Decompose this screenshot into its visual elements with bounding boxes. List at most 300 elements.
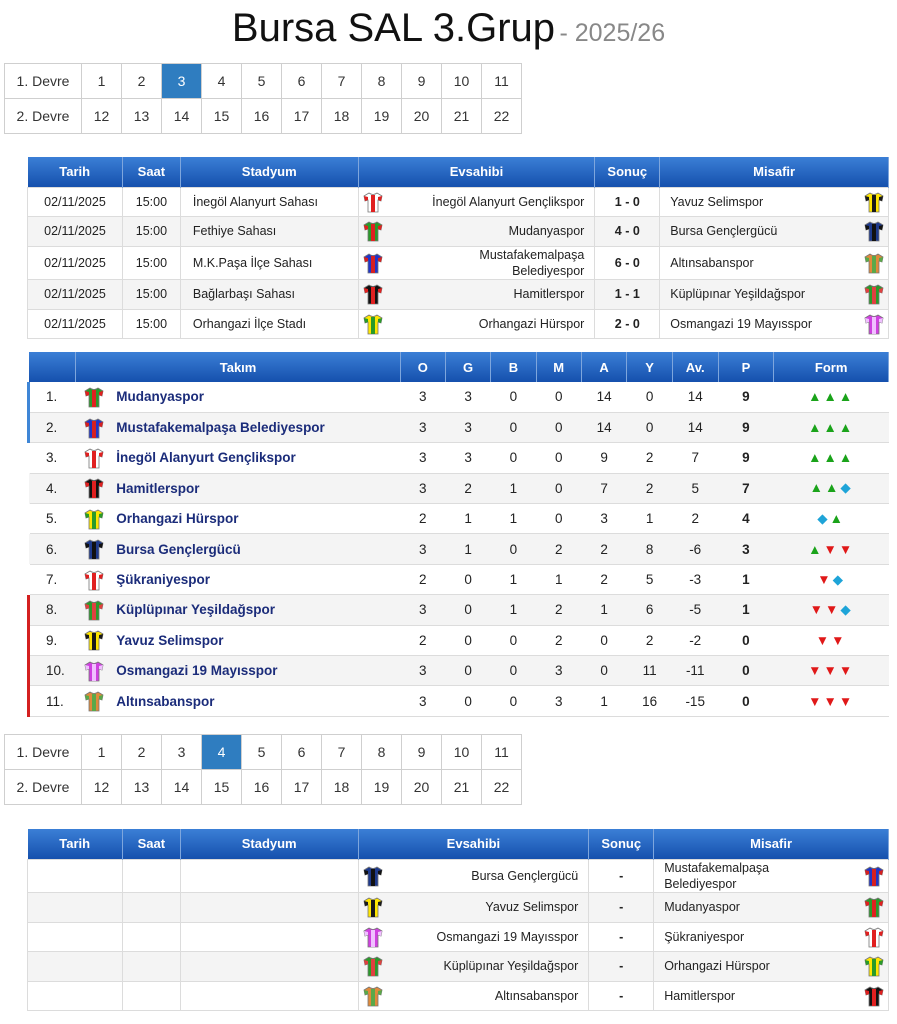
stat-points: 9 xyxy=(718,412,774,442)
stat-points: 9 xyxy=(718,382,774,412)
stat-drawn: 1 xyxy=(491,504,536,534)
team-name[interactable]: Osmangazi 19 Mayısspor xyxy=(112,656,400,686)
away-team-cell xyxy=(654,922,889,952)
away-team-cell xyxy=(654,859,889,893)
round-9-button[interactable]: 9 xyxy=(402,735,442,770)
col-drawn: B xyxy=(491,352,536,382)
stat-won: 0 xyxy=(445,564,490,594)
col-played: O xyxy=(400,352,445,382)
round-6-button[interactable]: 6 xyxy=(282,735,322,770)
team-rank: 6. xyxy=(29,534,76,564)
home-team-cell xyxy=(358,859,589,893)
away-team-cell xyxy=(654,893,889,923)
standings-row xyxy=(29,534,889,564)
round-14-button[interactable]: 14 xyxy=(162,770,202,805)
home-team-name[interactable]: Bursa Gençlergücü xyxy=(471,868,579,883)
team-name[interactable]: Mudanyaspor xyxy=(112,382,400,412)
loss-arrow-icon: ▼ xyxy=(808,693,824,709)
team-kit xyxy=(76,412,112,442)
jersey-icon xyxy=(863,955,885,977)
win-arrow-icon: ▲ xyxy=(808,389,824,405)
team-rank: 5. xyxy=(29,504,76,534)
jersey-icon xyxy=(863,896,885,918)
stat-goals-for: 2 xyxy=(581,534,626,564)
standings-row xyxy=(29,473,889,503)
match-score[interactable]: - xyxy=(589,952,654,982)
stat-points: 4 xyxy=(718,504,774,534)
match-score[interactable]: - xyxy=(589,859,654,893)
col-points: P xyxy=(718,352,774,382)
stat-won: 0 xyxy=(445,656,490,686)
match-stadium[interactable] xyxy=(180,952,358,982)
stat-lost: 3 xyxy=(536,686,581,716)
team-rank: 9. xyxy=(29,625,76,655)
home-team-name[interactable]: Hamitlerspor xyxy=(513,287,585,302)
round-2-button[interactable]: 2 xyxy=(122,735,162,770)
fixtures-table-round3 xyxy=(27,157,889,339)
team-kit xyxy=(76,656,112,686)
stat-goal-diff: 14 xyxy=(672,412,718,442)
team-rank: 1. xyxy=(29,382,76,412)
home-team-name[interactable]: Orhangazi Hürspor xyxy=(478,316,585,331)
team-name[interactable]: Hamitlerspor xyxy=(112,473,400,503)
match-score[interactable]: 1 - 0 xyxy=(595,187,660,217)
match-row xyxy=(28,217,889,247)
round-9-button[interactable]: 9 xyxy=(402,64,442,99)
col-time: Saat xyxy=(122,829,180,859)
team-form xyxy=(774,564,889,594)
match-row xyxy=(28,893,889,923)
stat-won: 3 xyxy=(445,412,490,442)
jersey-icon xyxy=(362,191,384,213)
home-team-name[interactable]: Mudanyaspor xyxy=(508,224,585,239)
loss-arrow-icon: ▼ xyxy=(808,663,824,679)
stat-goals-for: 2 xyxy=(581,564,626,594)
col-home: Evsahibi xyxy=(358,157,595,187)
stat-drawn: 0 xyxy=(491,656,536,686)
match-score[interactable]: 4 - 0 xyxy=(595,217,660,247)
col-away: Misafir xyxy=(654,829,889,859)
half-label: 1. Devre xyxy=(5,735,82,770)
col-team: Takım xyxy=(76,352,400,382)
round-5-button[interactable]: 5 xyxy=(242,64,282,99)
stat-lost: 1 xyxy=(536,564,581,594)
draw-diamond-icon: ◆ xyxy=(840,601,853,617)
stat-won: 2 xyxy=(445,473,490,503)
round-11-button[interactable]: 11 xyxy=(482,735,522,770)
jersey-icon xyxy=(83,477,105,499)
jersey-icon xyxy=(83,599,105,621)
season-label: - 2025/26 xyxy=(559,19,666,47)
stat-played: 2 xyxy=(400,504,445,534)
away-team-name[interactable]: Bursa Gençlergücü xyxy=(670,224,778,239)
away-team-name[interactable]: Osmangazi 19 Mayısspor xyxy=(670,316,812,331)
stat-lost: 0 xyxy=(536,504,581,534)
col-time: Saat xyxy=(122,157,180,187)
team-form xyxy=(774,625,889,655)
home-team-cell xyxy=(358,893,589,923)
round-10-button[interactable]: 10 xyxy=(442,64,482,99)
stat-won: 3 xyxy=(445,382,490,412)
match-score[interactable]: 1 - 1 xyxy=(595,280,660,310)
stat-goal-diff: -2 xyxy=(672,625,718,655)
loss-arrow-icon: ▼ xyxy=(823,663,839,679)
stat-goal-diff: -11 xyxy=(672,656,718,686)
round-navigator xyxy=(4,63,522,134)
round-14-button[interactable]: 14 xyxy=(162,99,202,134)
home-team-cell xyxy=(358,246,595,280)
jersey-icon xyxy=(863,283,885,305)
jersey-icon xyxy=(83,660,105,682)
col-stadium: Stadyum xyxy=(180,829,358,859)
away-team-name[interactable]: Küplüpınar Yeşildağspor xyxy=(670,287,806,302)
team-name[interactable]: Şükraniyespor xyxy=(112,564,400,594)
stat-points: 0 xyxy=(718,686,774,716)
stat-goals-for: 14 xyxy=(581,412,626,442)
league-title: Bursa SAL 3.Grup xyxy=(231,6,556,50)
standings-row xyxy=(29,412,889,442)
stat-points: 9 xyxy=(718,443,774,473)
stat-goals-against: 2 xyxy=(627,473,672,503)
round-8-button[interactable]: 8 xyxy=(362,735,402,770)
round-3-button[interactable]: 3 xyxy=(162,64,202,99)
round-5-button[interactable]: 5 xyxy=(242,735,282,770)
col-home: Evsahibi xyxy=(358,829,589,859)
team-name[interactable]: İnegöl Alanyurt Gençlikspor xyxy=(112,443,400,473)
standings-row xyxy=(29,382,889,412)
loss-arrow-icon: ▼ xyxy=(838,693,855,709)
jersey-icon xyxy=(83,569,105,591)
match-stadium[interactable]: Orhangazi İlçe Stadı xyxy=(180,309,358,339)
round-22-button[interactable]: 22 xyxy=(482,99,522,134)
match-stadium[interactable] xyxy=(180,859,358,893)
stat-goals-for: 9 xyxy=(581,443,626,473)
team-rank: 2. xyxy=(29,412,76,442)
match-time xyxy=(122,981,180,1011)
stat-goals-against: 1 xyxy=(627,504,672,534)
stat-played: 3 xyxy=(400,473,445,503)
team-rank: 8. xyxy=(29,595,76,625)
match-date: 02/11/2025 xyxy=(28,246,123,280)
win-arrow-icon: ▲ xyxy=(823,389,839,405)
standings-table xyxy=(27,352,889,717)
standings-row xyxy=(29,686,889,716)
team-form xyxy=(774,443,889,473)
win-arrow-icon: ▲ xyxy=(808,420,824,436)
round-15-button[interactable]: 15 xyxy=(202,99,242,134)
jersey-icon xyxy=(83,447,105,469)
stat-played: 2 xyxy=(400,625,445,655)
team-name[interactable]: Orhangazi Hürspor xyxy=(112,504,400,534)
away-team-name[interactable]: Yavuz Selimspor xyxy=(670,194,764,209)
home-team-cell xyxy=(358,280,595,310)
stat-played: 2 xyxy=(400,564,445,594)
draw-diamond-icon: ◆ xyxy=(840,480,853,496)
stat-points: 0 xyxy=(718,656,774,686)
team-kit xyxy=(76,564,112,594)
round-13-button[interactable]: 13 xyxy=(122,770,162,805)
round-7-button[interactable]: 7 xyxy=(322,64,362,99)
stat-goal-diff: -15 xyxy=(672,686,718,716)
round-20-button[interactable]: 20 xyxy=(402,770,442,805)
jersey-icon xyxy=(83,508,105,530)
team-rank: 10. xyxy=(29,656,76,686)
col-lost: M xyxy=(536,352,581,382)
round-6-button[interactable]: 6 xyxy=(282,64,322,99)
away-team-name[interactable]: Orhangazi Hürspor xyxy=(664,959,770,974)
match-row xyxy=(28,309,889,339)
round-21-button[interactable]: 21 xyxy=(442,99,482,134)
team-form xyxy=(774,534,889,564)
jersey-icon xyxy=(362,865,384,887)
team-rank: 3. xyxy=(29,443,76,473)
away-team-cell xyxy=(660,217,889,247)
home-team-name[interactable]: İnegöl Alanyurt Gençlikspor xyxy=(432,194,585,209)
win-arrow-icon: ▲ xyxy=(824,480,841,496)
stat-played: 3 xyxy=(400,656,445,686)
match-time: 15:00 xyxy=(122,280,180,310)
home-team-name[interactable]: Altınsabanspor xyxy=(494,988,579,1003)
team-kit xyxy=(76,443,112,473)
stat-goals-against: 16 xyxy=(627,686,672,716)
loss-arrow-icon: ▼ xyxy=(831,632,847,648)
home-team-name[interactable]: Osmangazi 19 Mayısspor xyxy=(436,929,579,944)
match-row xyxy=(28,859,889,893)
match-time: 15:00 xyxy=(122,309,180,339)
round-12-button[interactable]: 12 xyxy=(82,99,122,134)
match-score[interactable]: - xyxy=(589,893,654,923)
win-arrow-icon: ▲ xyxy=(808,541,824,557)
jersey-icon xyxy=(83,538,105,560)
round-navigator xyxy=(4,734,522,805)
round-19-button[interactable]: 19 xyxy=(362,99,402,134)
fixtures-header xyxy=(28,157,889,187)
col-date: Tarih xyxy=(28,829,123,859)
loss-arrow-icon: ▼ xyxy=(838,541,855,557)
team-name[interactable]: Yavuz Selimspor xyxy=(112,625,400,655)
away-team-cell xyxy=(654,952,889,982)
col-date: Tarih xyxy=(28,157,123,187)
match-date xyxy=(28,981,123,1011)
standings-row xyxy=(29,625,889,655)
stat-goals-against: 2 xyxy=(627,625,672,655)
match-stadium[interactable]: İnegöl Alanyurt Sahası xyxy=(180,187,358,217)
round-3-button[interactable]: 3 xyxy=(162,735,202,770)
round-8-button[interactable]: 8 xyxy=(362,64,402,99)
match-date: 02/11/2025 xyxy=(28,217,123,247)
away-team-name[interactable]: Mudanyaspor xyxy=(664,900,740,915)
team-name[interactable]: Altınsabanspor xyxy=(112,686,400,716)
away-team-name[interactable]: Hamitlerspor xyxy=(664,988,736,1003)
match-date xyxy=(28,922,123,952)
jersey-icon xyxy=(362,283,384,305)
win-arrow-icon: ▲ xyxy=(823,450,839,466)
match-row xyxy=(28,981,889,1011)
away-team-name[interactable]: Mustafakemalpaşa Belediyespor xyxy=(664,860,770,891)
stat-drawn: 0 xyxy=(491,443,536,473)
away-team-name[interactable]: Şükraniyespor xyxy=(664,929,745,944)
jersey-icon xyxy=(863,220,885,242)
stat-drawn: 0 xyxy=(491,686,536,716)
loss-arrow-icon: ▼ xyxy=(823,693,839,709)
team-form xyxy=(774,382,889,412)
jersey-icon xyxy=(362,313,384,335)
match-score[interactable]: - xyxy=(589,922,654,952)
home-team-cell xyxy=(358,217,595,247)
match-row xyxy=(28,952,889,982)
stat-points: 3 xyxy=(718,534,774,564)
draw-diamond-icon: ◆ xyxy=(832,571,846,587)
jersey-icon xyxy=(362,926,384,948)
home-team-cell xyxy=(358,952,589,982)
jersey-icon xyxy=(362,955,384,977)
fixtures-header xyxy=(28,829,889,859)
team-name[interactable]: Bursa Gençlergücü xyxy=(112,534,400,564)
round-18-button[interactable]: 18 xyxy=(322,99,362,134)
round-7-button[interactable]: 7 xyxy=(322,735,362,770)
col-goal-diff: Av. xyxy=(672,352,718,382)
round-10-button[interactable]: 10 xyxy=(442,735,482,770)
round-4-button[interactable]: 4 xyxy=(202,64,242,99)
match-time: 15:00 xyxy=(122,187,180,217)
jersey-icon xyxy=(83,690,105,712)
round-22-button[interactable]: 22 xyxy=(482,770,522,805)
match-date xyxy=(28,952,123,982)
stat-goal-diff: -3 xyxy=(672,564,718,594)
page-title xyxy=(0,6,897,51)
home-team-name[interactable]: Küplüpınar Yeşildağspor xyxy=(443,959,579,974)
match-date: 02/11/2025 xyxy=(28,187,123,217)
stat-goals-for: 1 xyxy=(581,595,626,625)
stat-goal-diff: 14 xyxy=(672,382,718,412)
team-name[interactable]: Küplüpınar Yeşildağspor xyxy=(112,595,400,625)
standings-row xyxy=(29,595,889,625)
stat-goals-against: 5 xyxy=(627,564,672,594)
round-16-button[interactable]: 16 xyxy=(242,770,282,805)
round-15-button[interactable]: 15 xyxy=(202,770,242,805)
team-name[interactable]: Mustafakemalpaşa Belediyespor xyxy=(112,412,400,442)
team-rank: 7. xyxy=(29,564,76,594)
standings-row xyxy=(29,504,889,534)
stat-points: 1 xyxy=(718,595,774,625)
stat-lost: 2 xyxy=(536,534,581,564)
match-row xyxy=(28,280,889,310)
away-team-cell xyxy=(660,309,889,339)
stat-goal-diff: -6 xyxy=(672,534,718,564)
round-19-button[interactable]: 19 xyxy=(362,770,402,805)
match-stadium[interactable] xyxy=(180,981,358,1011)
round-18-button[interactable]: 18 xyxy=(322,770,362,805)
stat-goal-diff: -5 xyxy=(672,595,718,625)
round-1-button[interactable]: 1 xyxy=(82,64,122,99)
stat-lost: 2 xyxy=(536,625,581,655)
stat-points: 1 xyxy=(718,564,774,594)
jersey-icon xyxy=(863,191,885,213)
standings-row xyxy=(29,656,889,686)
col-rank xyxy=(29,352,76,382)
home-team-name[interactable]: Yavuz Selimspor xyxy=(485,900,579,915)
round-21-button[interactable]: 21 xyxy=(442,770,482,805)
stat-played: 3 xyxy=(400,534,445,564)
match-score[interactable]: 2 - 0 xyxy=(595,309,660,339)
col-won: G xyxy=(445,352,490,382)
stat-drawn: 1 xyxy=(491,595,536,625)
round-16-button[interactable]: 16 xyxy=(242,99,282,134)
match-time: 15:00 xyxy=(122,246,180,280)
match-stadium[interactable] xyxy=(180,922,358,952)
team-kit xyxy=(76,595,112,625)
team-kit xyxy=(76,504,112,534)
loss-arrow-icon: ▼ xyxy=(838,663,855,679)
round-2-button[interactable]: 2 xyxy=(122,64,162,99)
win-arrow-icon: ▲ xyxy=(838,389,855,405)
round-17-button[interactable]: 17 xyxy=(282,99,322,134)
stat-goals-against: 11 xyxy=(627,656,672,686)
match-stadium[interactable]: M.K.Paşa İlçe Sahası xyxy=(180,246,358,280)
jersey-icon xyxy=(362,220,384,242)
jersey-icon xyxy=(863,926,885,948)
team-form xyxy=(774,473,889,503)
match-stadium[interactable]: Fethiye Sahası xyxy=(180,217,358,247)
away-team-cell xyxy=(660,280,889,310)
round-17-button[interactable]: 17 xyxy=(282,770,322,805)
win-arrow-icon: ▲ xyxy=(809,480,825,496)
stat-played: 3 xyxy=(400,412,445,442)
jersey-icon xyxy=(83,386,105,408)
home-team-name[interactable]: Mustafakemalpaşa Belediyespor xyxy=(479,247,585,278)
match-score[interactable]: 6 - 0 xyxy=(595,246,660,280)
stat-drawn: 0 xyxy=(491,534,536,564)
loss-arrow-icon: ▼ xyxy=(817,571,833,587)
stat-goals-against: 6 xyxy=(627,595,672,625)
stat-won: 1 xyxy=(445,534,490,564)
round-11-button[interactable]: 11 xyxy=(482,64,522,99)
stat-goals-against: 2 xyxy=(627,443,672,473)
round-13-button[interactable]: 13 xyxy=(122,99,162,134)
match-stadium[interactable]: Bağlarbaşı Sahası xyxy=(180,280,358,310)
stat-won: 3 xyxy=(445,443,490,473)
loss-arrow-icon: ▼ xyxy=(809,601,825,617)
jersey-icon xyxy=(83,629,105,651)
round-12-button[interactable]: 12 xyxy=(82,770,122,805)
stat-goal-diff: 7 xyxy=(672,443,718,473)
jersey-icon xyxy=(863,252,885,274)
match-date: 02/11/2025 xyxy=(28,280,123,310)
loss-arrow-icon: ▼ xyxy=(823,541,839,557)
stat-goals-for: 7 xyxy=(581,473,626,503)
round-1-button[interactable]: 1 xyxy=(82,735,122,770)
round-20-button[interactable]: 20 xyxy=(402,99,442,134)
half-label: 2. Devre xyxy=(5,99,82,134)
match-row xyxy=(28,187,889,217)
away-team-cell xyxy=(660,246,889,280)
stat-won: 0 xyxy=(445,686,490,716)
jersey-icon xyxy=(83,417,105,439)
round-4-button[interactable]: 4 xyxy=(202,735,242,770)
stat-points: 0 xyxy=(718,625,774,655)
team-form xyxy=(774,412,889,442)
stat-lost: 0 xyxy=(536,473,581,503)
stat-drawn: 1 xyxy=(491,473,536,503)
match-row xyxy=(28,246,889,280)
stat-goals-against: 0 xyxy=(627,382,672,412)
match-stadium[interactable] xyxy=(180,893,358,923)
away-team-name[interactable]: Altınsabanspor xyxy=(670,255,754,270)
stat-played: 3 xyxy=(400,443,445,473)
stat-drawn: 0 xyxy=(491,412,536,442)
col-form: Form xyxy=(774,352,889,382)
match-score[interactable]: - xyxy=(589,981,654,1011)
